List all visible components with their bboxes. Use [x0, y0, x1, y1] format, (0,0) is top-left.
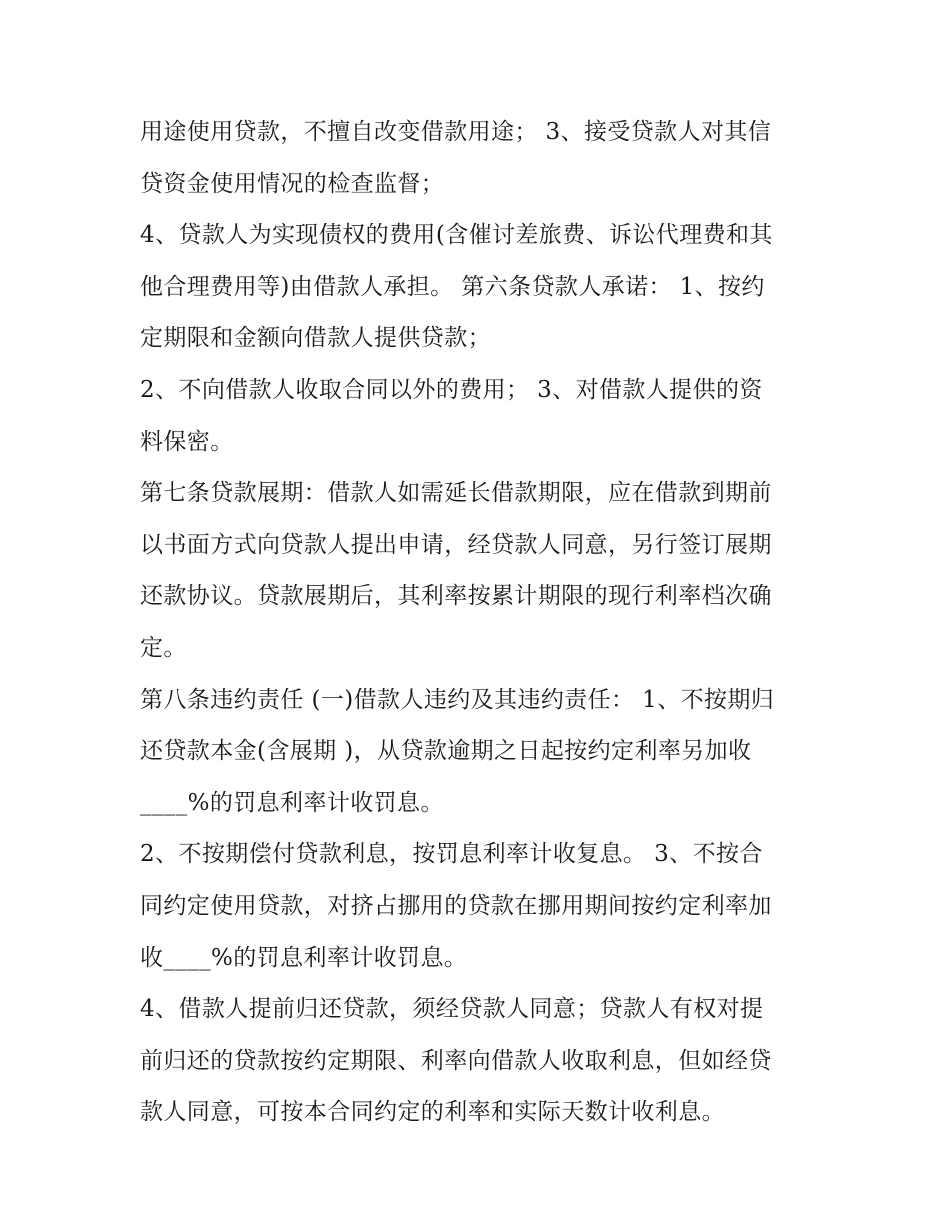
text-line: 同约定使用贷款，对挤占挪用的贷款在挪用期间按约定利率加 [140, 892, 772, 919]
text-line: 2、不向借款人收取合同以外的费用； 3、对借款人提供的资 [140, 376, 763, 403]
text-line: 前归还的贷款按约定期限、利率向借款人收取利息，但如经贷 [140, 1047, 772, 1074]
text-line: 用途使用贷款，不擅自改变借款用途； 3、接受贷款人对其信 [140, 119, 772, 145]
text-line: 4、贷款人为实现债权的费用(含催讨差旅费、诉讼代理费和其 [140, 222, 773, 249]
text-line: 第八条违约责任 (一)借款人违约及其违约责任： 1、不按期归 [140, 686, 775, 713]
text-line: 还贷款本金(含展期 )，从贷款逾期之日起按约定利率另加收 [140, 738, 752, 765]
text-line: 定。 [140, 634, 187, 661]
text-line: 料保密。 [140, 428, 234, 455]
text-line: 以书面方式向贷款人提出申请，经贷款人同意，另行签订展期 [140, 531, 772, 558]
document-body [140, 107, 820, 1139]
text-line: 收____%的罚息利率计收罚息。 [140, 944, 468, 971]
text-line: ____%的罚息利率计收罚息。 [140, 789, 444, 816]
text-line: 款人同意，可按本合同约定的利率和实际天数计收利息。 [140, 1099, 725, 1126]
text-line: 第七条贷款展期：借款人如需延长借款期限，应在借款到期前 [140, 480, 772, 507]
text-line: 2、不按期偿付贷款利息，按罚息利率计收复息。 3、不按合 [140, 841, 763, 868]
text-line: 贷资金使用情况的检查监督； [140, 170, 445, 197]
text-line: 还款协议。贷款展期后，其利率按累计期限的现行利率档次确 [140, 583, 772, 610]
text-line: 定期限和金额向借款人提供贷款； [140, 325, 491, 352]
text-line: 4、借款人提前归还贷款，须经贷款人同意；贷款人有权对提 [140, 996, 764, 1023]
text-line: 他合理费用等)由借款人承担。 第六条贷款人承诺： 1、按约 [140, 273, 765, 300]
